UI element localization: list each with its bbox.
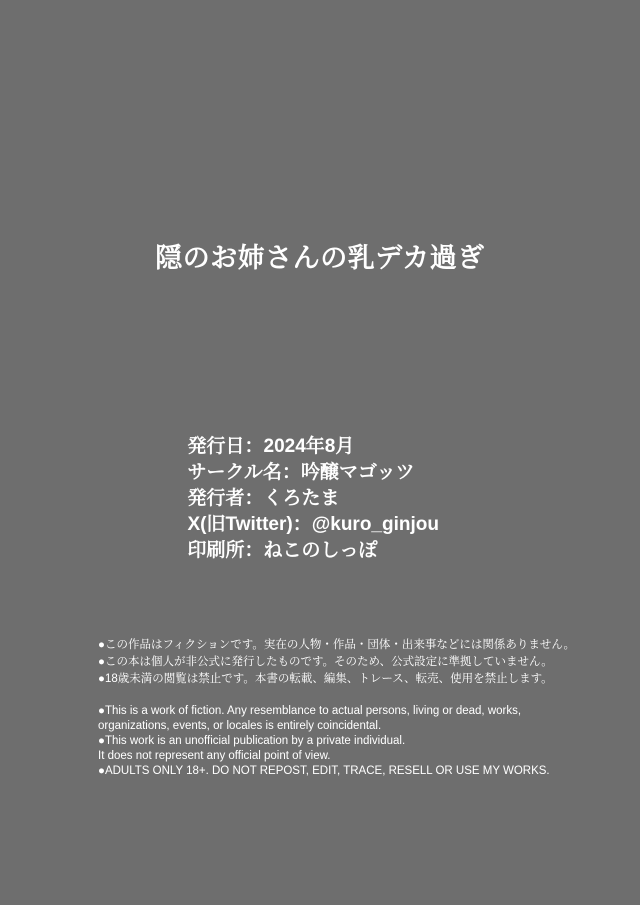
page-title: 隠のお姉さんの乳デカ過ぎ [155, 243, 485, 273]
notice-english: ●This is a work of fiction. Any resemblance to actual persons, living or dead, works, [98, 705, 522, 717]
notices-block [98, 637, 576, 779]
colophon-label: サークル名 [187, 462, 282, 483]
colophon-label: 発行者 [187, 488, 245, 509]
notice-japanese: ●この作品はフィクションです。実在の人物・作品・団体・出来事などには関係ありません。 [98, 639, 576, 651]
notice-english-group [98, 704, 558, 779]
colophon-separator: ： [244, 488, 264, 509]
colophon-value: @kuro_ginjou [311, 514, 439, 535]
colophon-row [0, 434, 640, 460]
colophon-value: 吟醸マゴッツ [300, 462, 415, 483]
colophon-label: 発行日 [187, 436, 245, 457]
colophon-value: ねこのしっぽ [263, 540, 378, 561]
colophon-row [0, 538, 640, 564]
colophon-separator: ： [244, 540, 264, 561]
colophon-row [0, 486, 640, 512]
notice-english: ●ADULTS ONLY 18+. DO NOT REPOST, EDIT, TRACE, RESELL OR USE MY WORKS. [98, 765, 550, 777]
colophon-label: 印刷所 [187, 540, 245, 561]
colophon-value: 2024年8月 [263, 436, 355, 457]
colophon-separator: ： [244, 436, 264, 457]
colophon-row [0, 512, 640, 538]
colophon-separator: ： [281, 462, 301, 483]
notice-japanese: ●18歳未満の閲覧は禁止です。本書の転載、編集、トレース、転売、使用を禁止します。 [98, 673, 553, 685]
notice-english-sub: organizations, events, or locales is entirely coincidental. [98, 720, 382, 732]
colophon-label: X(旧Twitter) [187, 514, 293, 535]
colophon-value: くろたま [263, 488, 340, 509]
colophon-block [0, 434, 640, 564]
notice-japanese: ●この本は個人が非公式に発行したものです。そのため、公式設定に準拠していません。 [98, 656, 553, 668]
notice-english: ●This work is an unofficial publication by a private individual. [98, 735, 406, 747]
notice-english-sub: It does not represent any official point of view. [98, 750, 331, 762]
colophon-separator: ： [292, 514, 312, 535]
colophon-row [0, 460, 640, 486]
